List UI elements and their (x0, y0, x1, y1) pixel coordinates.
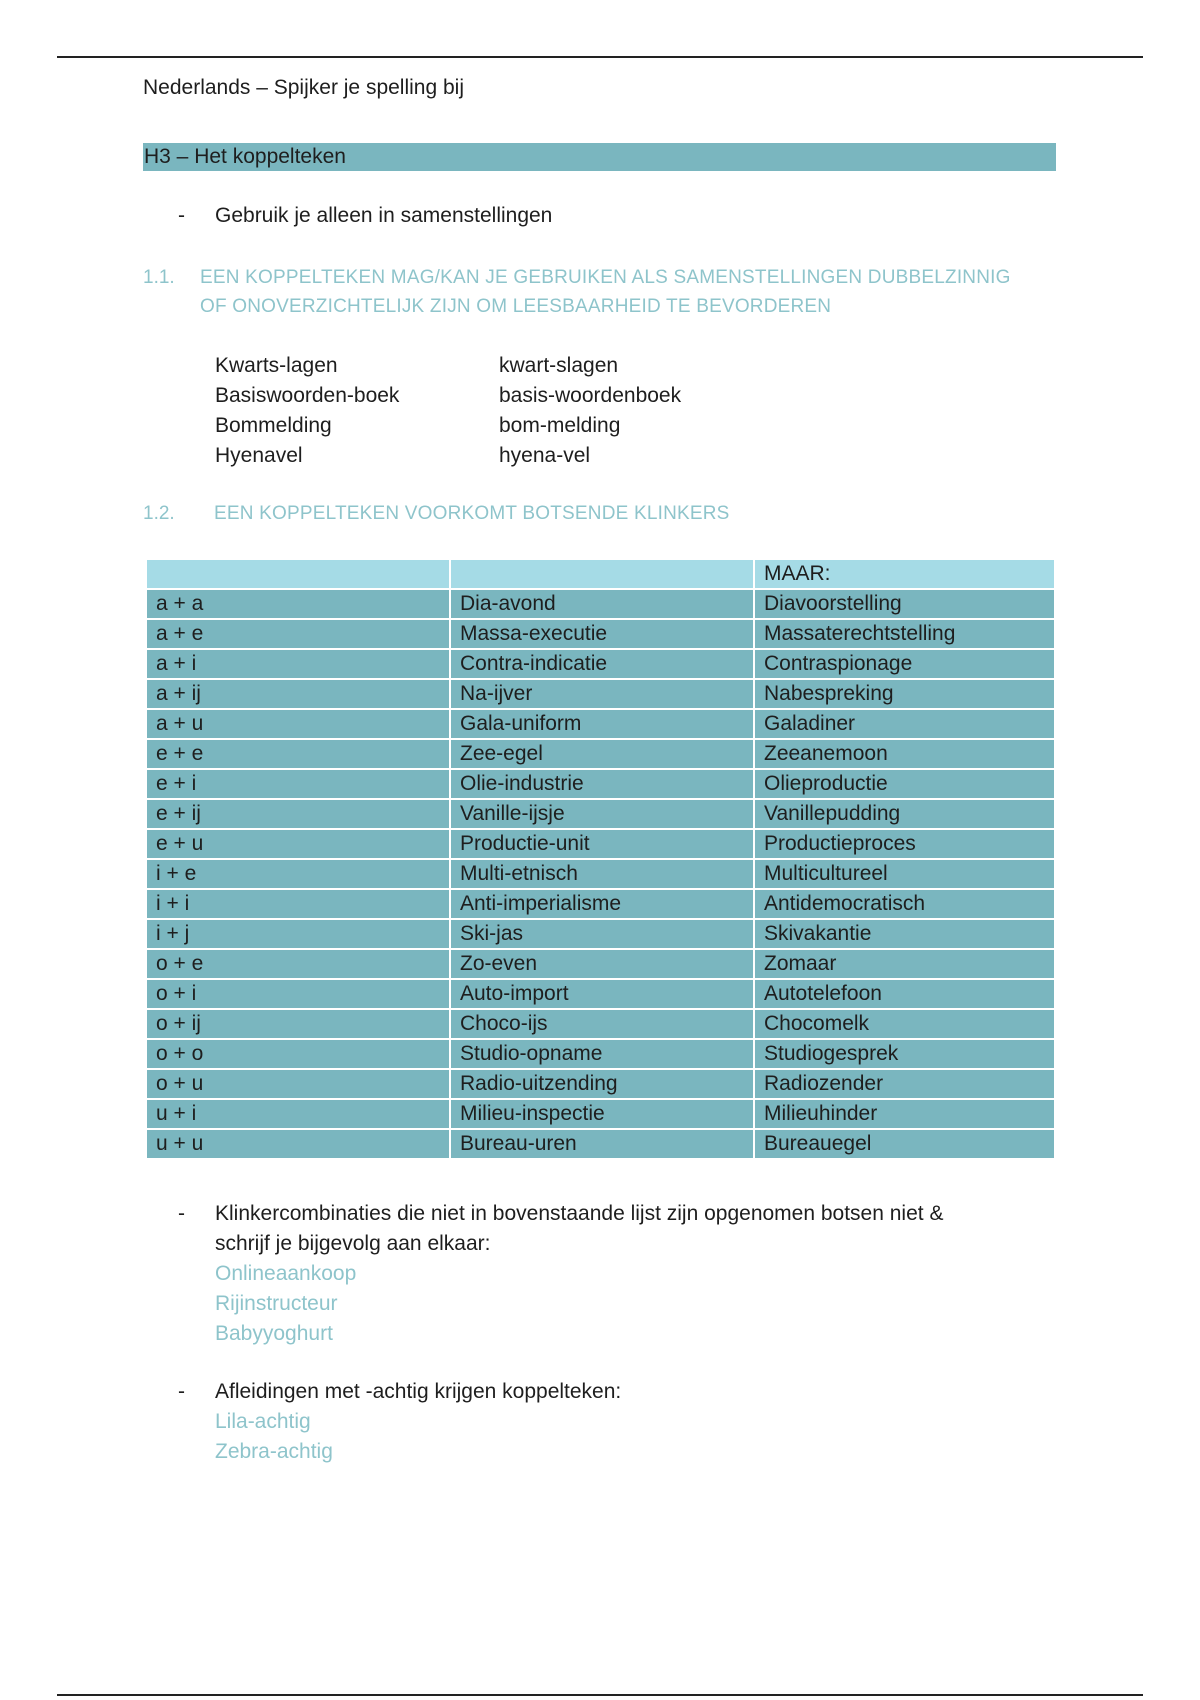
cell-maar: Studiogesprek (755, 1040, 1054, 1068)
bullet-2-examples (215, 1259, 356, 1349)
table-row (147, 740, 1054, 768)
cell-combination: o + i (147, 980, 449, 1008)
cell-combination: i + i (147, 890, 449, 918)
cell-combination: e + u (147, 830, 449, 858)
bullet-marker: - (178, 1380, 185, 1403)
cell-combination: a + u (147, 710, 449, 738)
table-row (147, 1010, 1054, 1038)
cell-combination: o + ij (147, 1010, 449, 1038)
cell-combination: i + j (147, 920, 449, 948)
section-1-2-number: 1.2. (143, 503, 175, 524)
header-cell-combination (147, 560, 449, 588)
example-pair (215, 411, 681, 441)
table-row (147, 1100, 1054, 1128)
table-row (147, 830, 1054, 858)
section-1-2-title: EEN KOPPELTEKEN VOORKOMT BOTSENDE KLINKERS (214, 503, 730, 524)
cell-hyphenated: Zo-even (451, 950, 753, 978)
bullet-2-line2: schrijf je bijgevolg aan elkaar: (215, 1232, 491, 1255)
cell-maar: Galadiner (755, 710, 1054, 738)
bullet-marker: - (178, 1202, 185, 1225)
bullet-3-examples (215, 1407, 333, 1467)
cell-maar: Autotelefoon (755, 980, 1054, 1008)
cell-maar: Milieuhinder (755, 1100, 1054, 1128)
example-word: Lila-achtig (215, 1410, 311, 1433)
top-rule (57, 56, 1143, 58)
pair-right: kwart-slagen (499, 354, 619, 377)
cell-hyphenated: Auto-import (451, 980, 753, 1008)
section-1-1-title-line1: EEN KOPPELTEKEN MAG/KAN JE GEBRUIKEN ALS SAMENSTELLINGEN DUBBELZINNIG (200, 267, 1011, 288)
bottom-rule (57, 1694, 1143, 1696)
cell-hyphenated: Ski-jas (451, 920, 753, 948)
cell-hyphenated: Contra-indicatie (451, 650, 753, 678)
table-row (147, 620, 1054, 648)
cell-hyphenated: Dia-avond (451, 590, 753, 618)
cell-combination: o + u (147, 1070, 449, 1098)
cell-hyphenated: Na-ijver (451, 680, 753, 708)
table-header-row (147, 560, 1054, 588)
cell-hyphenated: Studio-opname (451, 1040, 753, 1068)
cell-combination: a + e (147, 620, 449, 648)
chapter-heading: H3 – Het koppelteken (143, 143, 1056, 171)
cell-maar: Olieproductie (755, 770, 1054, 798)
table-row (147, 860, 1054, 888)
cell-maar: Massaterechtstelling (755, 620, 1054, 648)
cell-combination: a + i (147, 650, 449, 678)
cell-combination: e + ij (147, 800, 449, 828)
cell-hyphenated: Massa-executie (451, 620, 753, 648)
cell-hyphenated: Olie-industrie (451, 770, 753, 798)
pair-left: Bommelding (215, 414, 332, 437)
cell-combination: u + i (147, 1100, 449, 1128)
bullet-3-text: Afleidingen met -achtig krijgen koppelteken: (215, 1380, 622, 1403)
pair-left: Hyenavel (215, 444, 303, 467)
cell-combination: a + ij (147, 680, 449, 708)
cell-maar: Diavoorstelling (755, 590, 1054, 618)
table-row (147, 950, 1054, 978)
cell-hyphenated: Choco-ijs (451, 1010, 753, 1038)
cell-maar: Contraspionage (755, 650, 1054, 678)
cell-hyphenated: Multi-etnisch (451, 860, 753, 888)
cell-maar: Chocomelk (755, 1010, 1054, 1038)
cell-maar: Nabespreking (755, 680, 1054, 708)
cell-combination: e + i (147, 770, 449, 798)
bullet-marker: - (178, 204, 185, 227)
table-row (147, 680, 1054, 708)
table-row (147, 710, 1054, 738)
cell-hyphenated: Productie-unit (451, 830, 753, 858)
page-header: Nederlands – Spijker je spelling bij (143, 76, 465, 99)
vowel-collision-table (145, 558, 1056, 1160)
pair-right: bom-melding (499, 414, 621, 437)
pair-left: Basiswoorden-boek (215, 384, 400, 407)
cell-hyphenated: Bureau-uren (451, 1130, 753, 1158)
cell-combination: e + e (147, 740, 449, 768)
cell-combination: o + o (147, 1040, 449, 1068)
example-word: Rijinstructeur (215, 1292, 338, 1315)
ambiguity-examples (215, 351, 681, 471)
cell-combination: o + e (147, 950, 449, 978)
pair-right: basis-woordenboek (499, 384, 682, 407)
cell-hyphenated: Milieu-inspectie (451, 1100, 753, 1128)
cell-maar: Bureauegel (755, 1130, 1054, 1158)
cell-maar: Zeeanemoon (755, 740, 1054, 768)
cell-maar: Zomaar (755, 950, 1054, 978)
intro-bullet-text: Gebruik je alleen in samenstellingen (215, 204, 553, 227)
example-word: Babyyoghurt (215, 1322, 333, 1345)
header-cell-maar: MAAR: (755, 560, 1054, 588)
cell-combination: a + a (147, 590, 449, 618)
cell-maar: Antidemocratisch (755, 890, 1054, 918)
table-row (147, 1130, 1054, 1158)
header-cell-hyphenated (451, 560, 753, 588)
cell-hyphenated: Zee-egel (451, 740, 753, 768)
table-row (147, 890, 1054, 918)
cell-hyphenated: Anti-imperialisme (451, 890, 753, 918)
table-row (147, 590, 1054, 618)
table-row (147, 650, 1054, 678)
cell-maar: Multicultureel (755, 860, 1054, 888)
section-1-1-title-line2: OF ONOVERZICHTELIJK ZIJN OM LEESBAARHEID TE BEVORDEREN (200, 296, 832, 317)
pair-left: Kwarts-lagen (215, 354, 338, 377)
example-pair (215, 381, 681, 411)
cell-maar: Skivakantie (755, 920, 1054, 948)
table-row (147, 770, 1054, 798)
cell-hyphenated: Gala-uniform (451, 710, 753, 738)
example-pair (215, 441, 681, 471)
table-row (147, 1070, 1054, 1098)
cell-hyphenated: Vanille-ijsje (451, 800, 753, 828)
cell-combination: u + u (147, 1130, 449, 1158)
example-word: Onlineaankoop (215, 1262, 357, 1285)
section-1-1-number: 1.1. (143, 267, 175, 288)
cell-maar: Radiozender (755, 1070, 1054, 1098)
bullet-2-line1: Klinkercombinaties die niet in bovenstaande lijst zijn opgenomen botsen niet & (215, 1202, 944, 1225)
example-word: Zebra-achtig (215, 1440, 333, 1463)
table-row (147, 980, 1054, 1008)
cell-combination: i + e (147, 860, 449, 888)
cell-hyphenated: Radio-uitzending (451, 1070, 753, 1098)
table-row (147, 1040, 1054, 1068)
table-row (147, 920, 1054, 948)
cell-maar: Productieproces (755, 830, 1054, 858)
table-body (147, 590, 1054, 1158)
pair-right: hyena-vel (499, 444, 591, 467)
table-row (147, 800, 1054, 828)
cell-maar: Vanillepudding (755, 800, 1054, 828)
example-pair (215, 351, 681, 381)
